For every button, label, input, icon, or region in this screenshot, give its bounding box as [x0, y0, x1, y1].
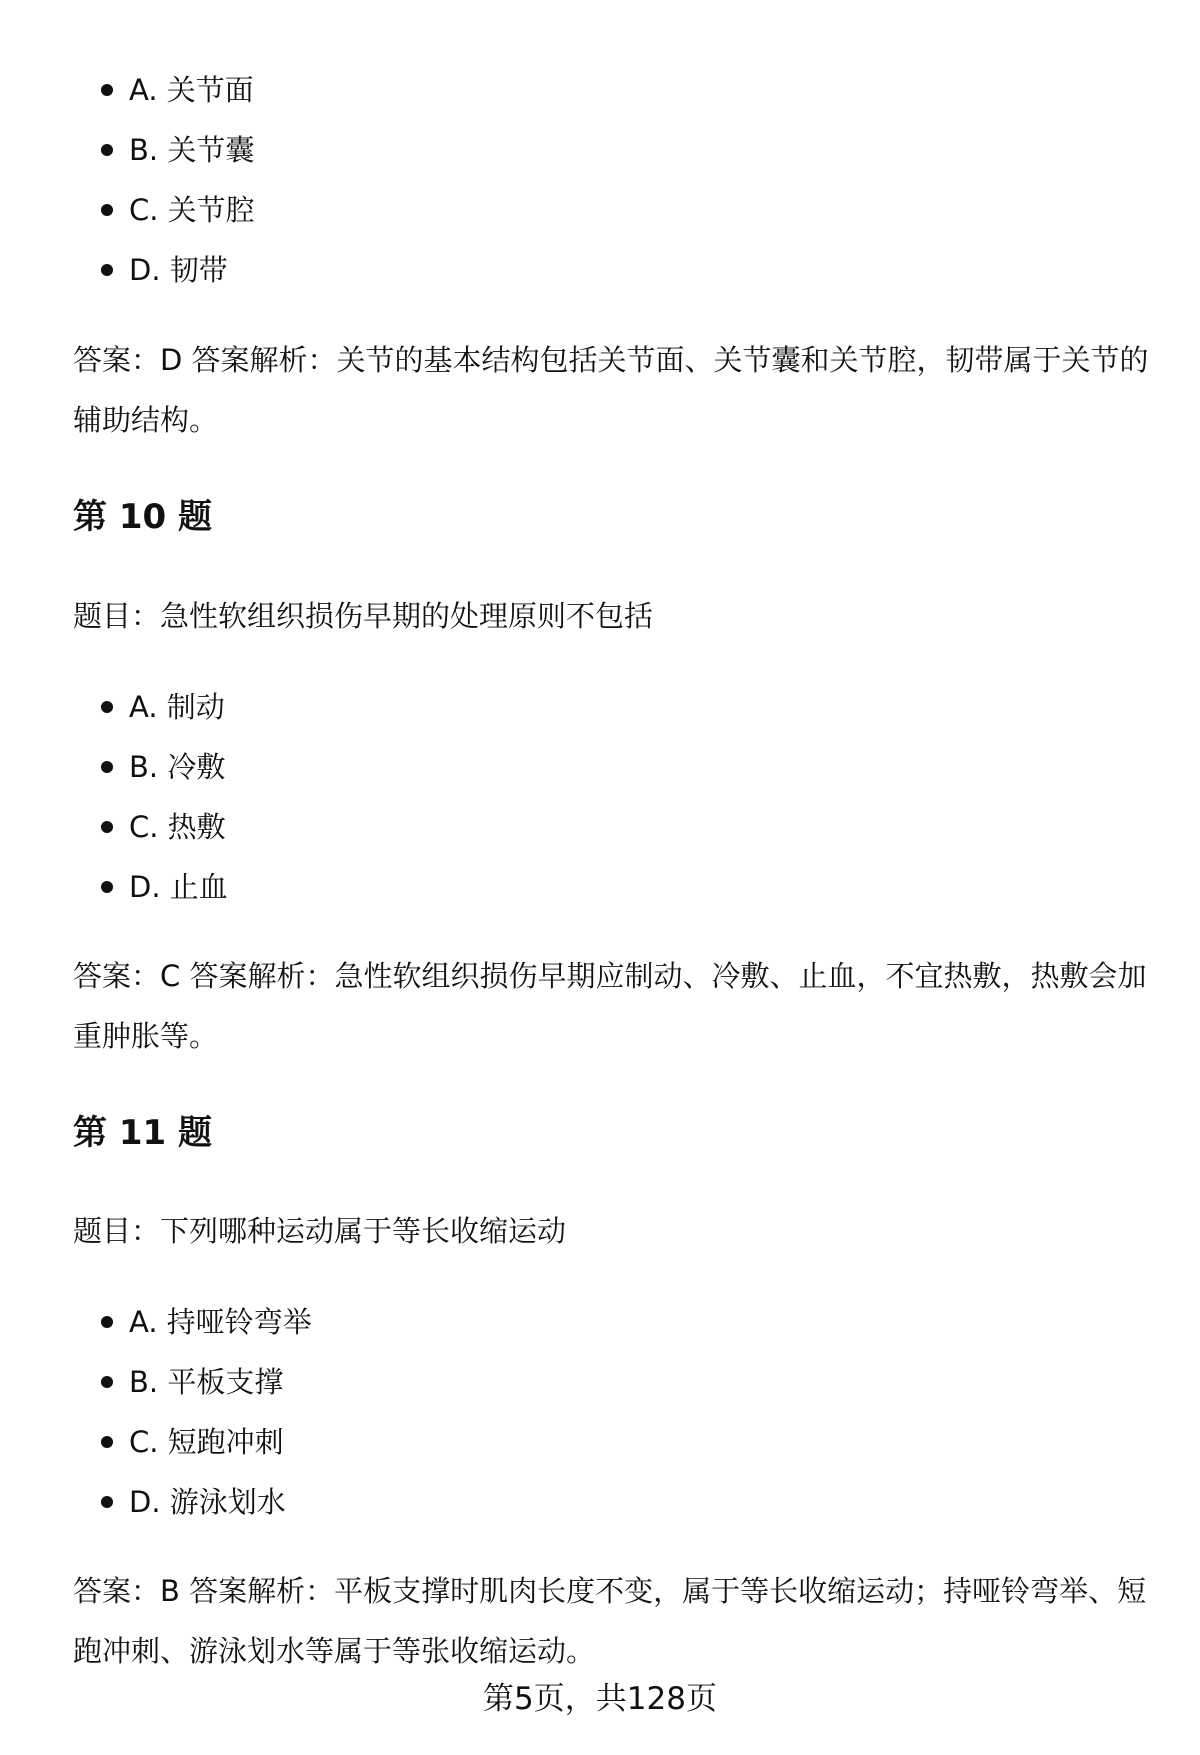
page-number: 第5页，共128页 [483, 1681, 717, 1717]
q10-option-a: A. 制动 [73, 677, 228, 737]
q9-option-a: A. 关节面 [73, 60, 255, 120]
q11-options [73, 1292, 312, 1532]
q11-answer: 答案：B 答案解析：平板支撑时肌肉长度不变，属于等长收缩运动；持哑铃弯举、短跑冲刺、游泳划水等属于等张收缩运动。 [73, 1574, 1147, 1668]
q10-answer: 答案：C 答案解析：急性软组织损伤早期应制动、冷敷、止血，不宜热敷，热敷会加重肿胀等。 [73, 959, 1147, 1053]
q9-option-b: B. 关节囊 [73, 120, 255, 180]
q9-options [73, 60, 255, 300]
q10-options [73, 677, 228, 917]
q9-answer: 答案：D 答案解析：关节的基本结构包括关节面、关节囊和关节腔，韧带属于关节的辅助结构。 [73, 343, 1149, 437]
q10-heading: 第 10 题 [73, 497, 212, 537]
q11-option-b: B. 平板支撑 [73, 1352, 312, 1412]
q10-option-d: D. 止血 [73, 857, 228, 917]
q10-question: 题目：急性软组织损伤早期的处理原则不包括 [73, 599, 654, 633]
q11-heading: 第 11 题 [73, 1113, 212, 1153]
q11-option-a: A. 持哑铃弯举 [73, 1292, 312, 1352]
q11-option-d: D. 游泳划水 [73, 1472, 312, 1532]
q11-question: 题目：下列哪种运动属于等长收缩运动 [73, 1214, 567, 1248]
q9-option-c: C. 关节腔 [73, 180, 255, 240]
q10-option-b: B. 冷敷 [73, 737, 228, 797]
q9-option-d: D. 韧带 [73, 240, 255, 300]
q11-option-c: C. 短跑冲刺 [73, 1412, 312, 1472]
q10-option-c: C. 热敷 [73, 797, 228, 857]
